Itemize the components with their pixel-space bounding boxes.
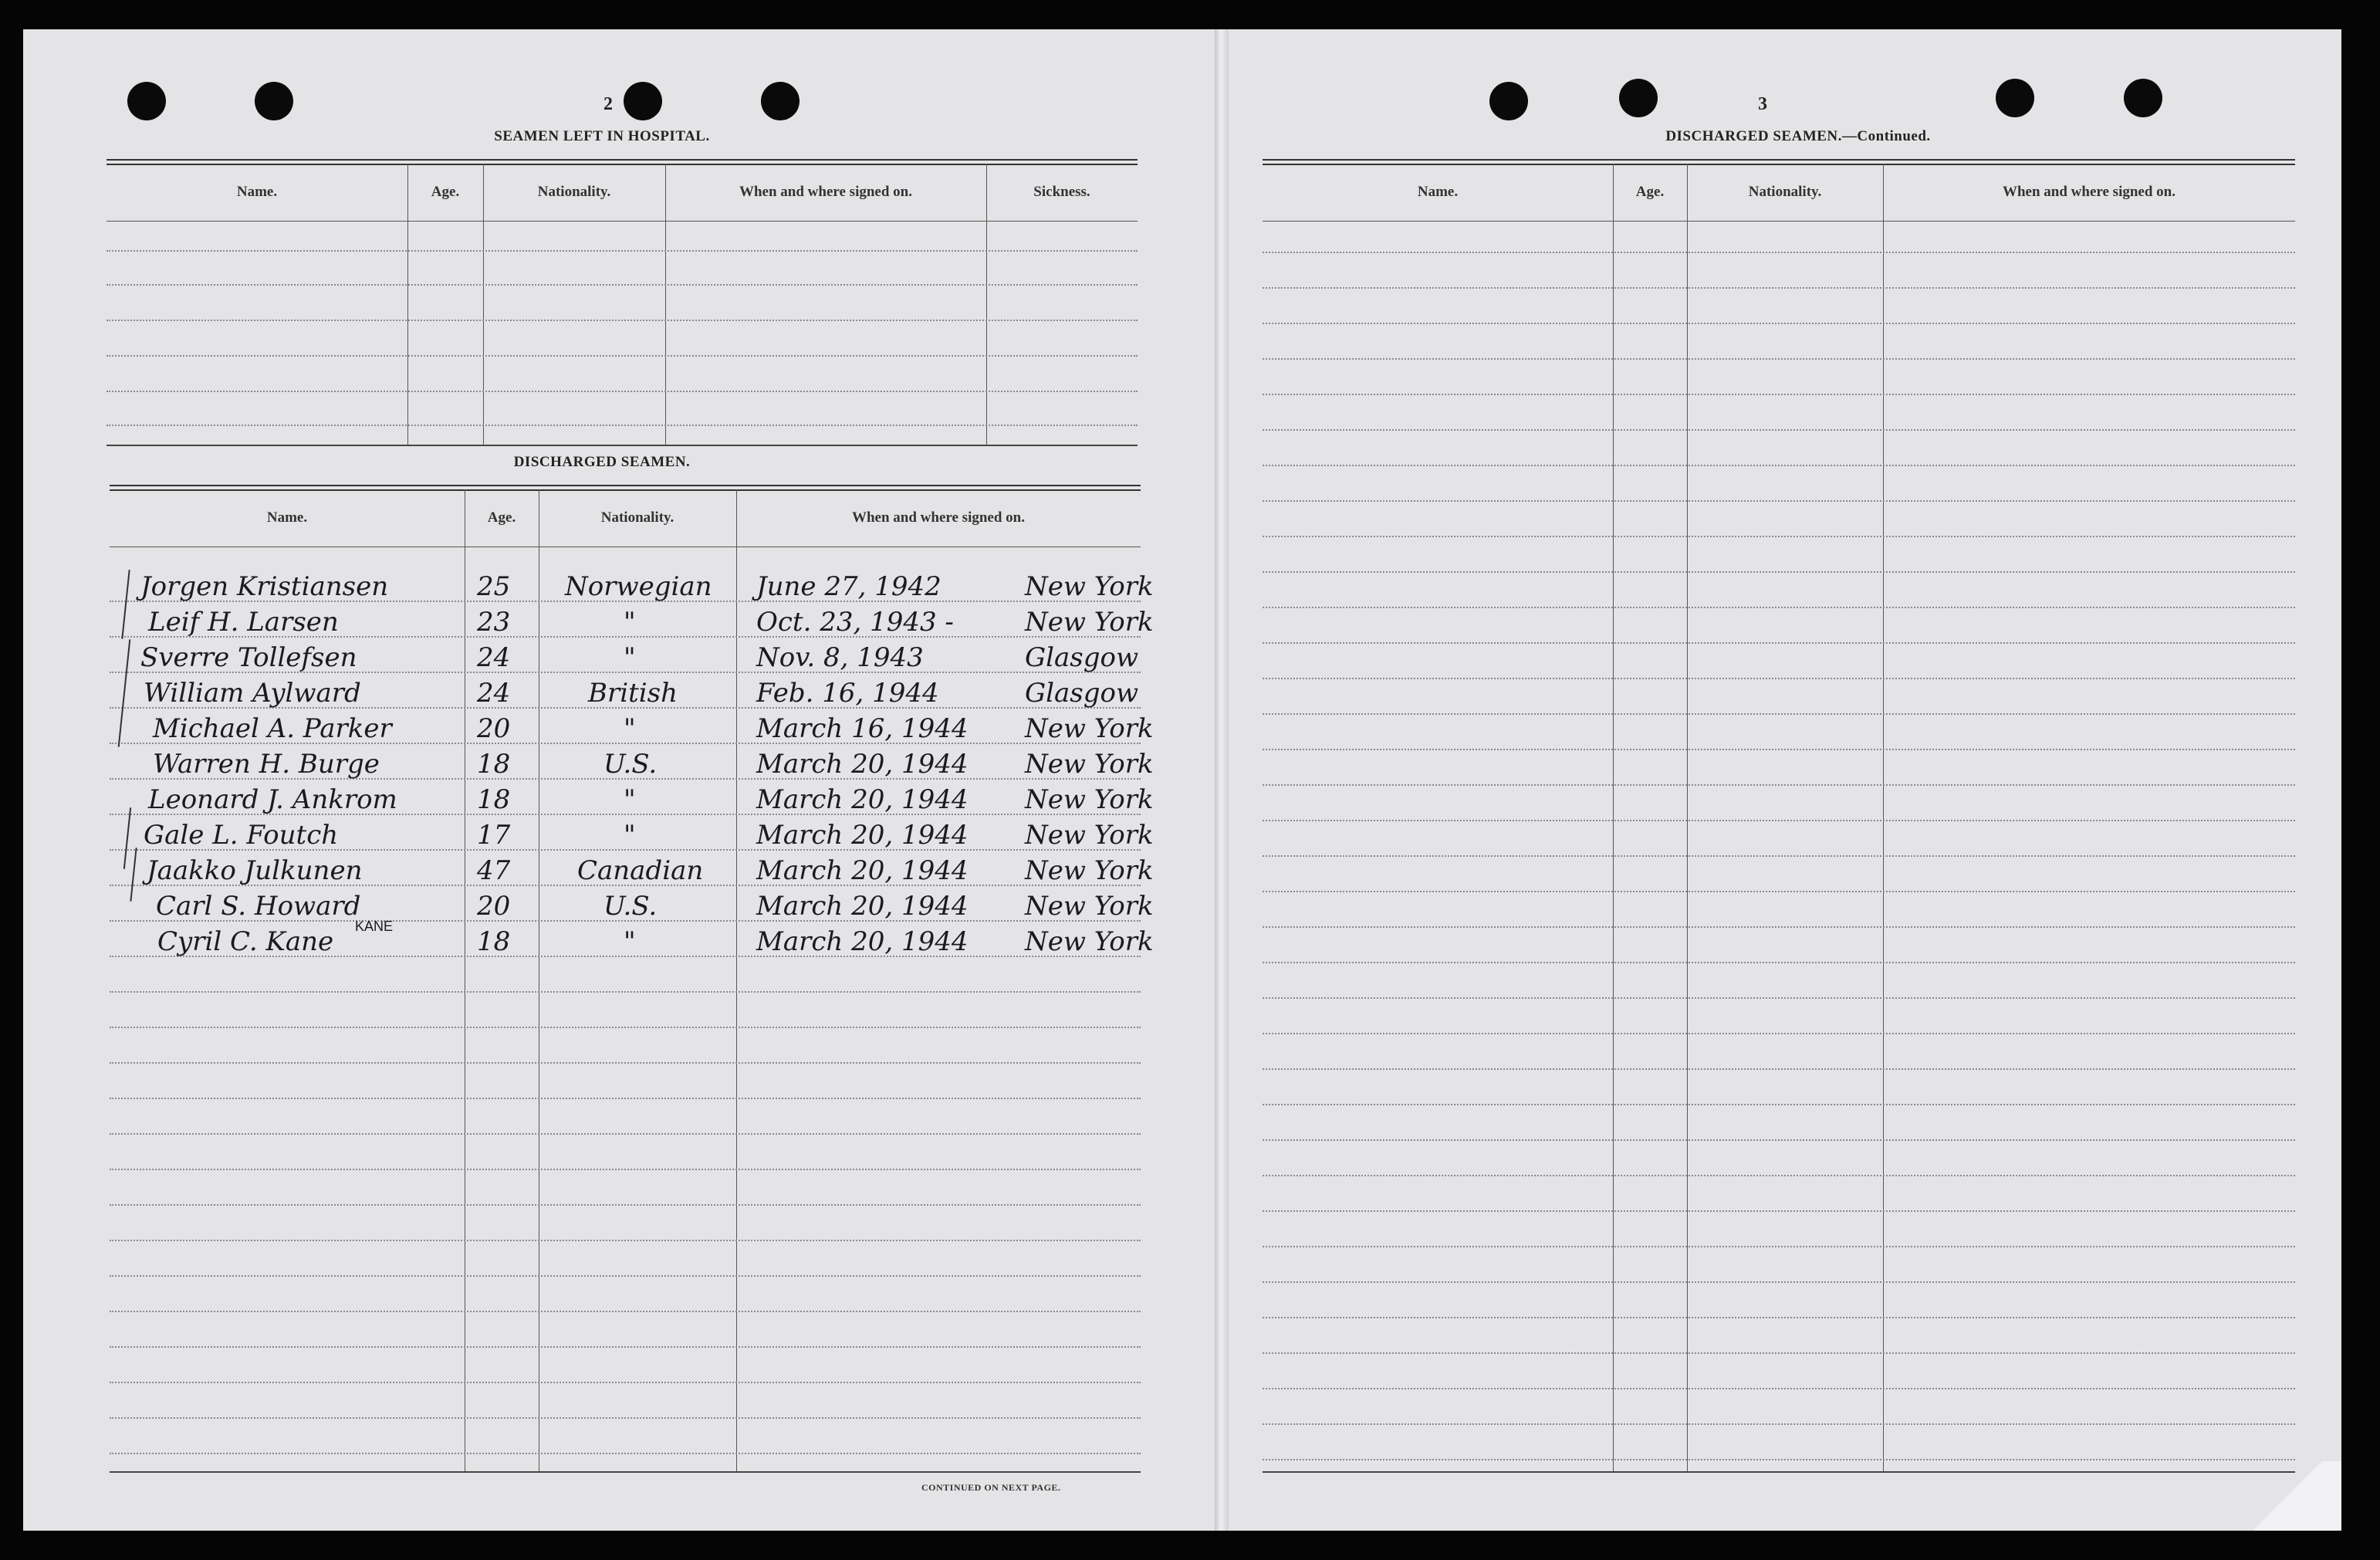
row-line [1263, 1317, 2295, 1318]
signed-on-place: Glasgow [1025, 678, 1139, 709]
signed-on-date: Oct. 23, 1943 - [756, 607, 954, 638]
page-corner-curl [2233, 1461, 2341, 1531]
row-line [106, 250, 1138, 252]
seaman-name: Leif H. Larsen [148, 607, 339, 638]
row-line [106, 355, 1138, 357]
signed-on-place: New York [1025, 784, 1154, 815]
column-divider [986, 164, 987, 445]
column-divider [1687, 164, 1688, 1471]
row-line [110, 1275, 1141, 1277]
table-bottom-rule [106, 445, 1138, 446]
row-line [1263, 500, 2295, 502]
col-header-signed-on: When and where signed on. [851, 509, 1025, 526]
title-main: DISCHARGED SEAMEN. [1665, 128, 1842, 144]
signed-on-date: March 20, 1944 [756, 784, 969, 815]
seaman-age: 18 [477, 926, 511, 957]
col-header-nationality: Nationality. [537, 184, 611, 200]
column-divider [407, 164, 408, 445]
center-fold [1215, 29, 1229, 1531]
seaman-age: 18 [477, 784, 511, 815]
row-line [106, 425, 1138, 426]
seaman-name: Carl S. Howard [156, 891, 361, 922]
row-line [110, 1382, 1141, 1383]
continued-note: CONTINUED ON NEXT PAGE. [921, 1482, 1061, 1493]
signed-on-place: Glasgow [1025, 642, 1139, 673]
col-header-age: Age. [431, 184, 460, 200]
row-line [1263, 1068, 2295, 1070]
col-header-name: Name. [266, 509, 308, 526]
col-header-name: Name. [1417, 184, 1459, 200]
seaman-nationality: " [624, 642, 636, 673]
seaman-name: Sverre Tollefsen [140, 642, 357, 673]
punch-hole [1996, 79, 2034, 117]
col-header-signed-on: When and where signed on. [2002, 184, 2175, 200]
row-line [1263, 891, 2295, 892]
signed-on-date: March 20, 1944 [756, 926, 969, 957]
seaman-nationality: " [624, 607, 636, 638]
row-line [1263, 1246, 2295, 1247]
signed-on-place: New York [1025, 713, 1154, 744]
check-mark [130, 848, 137, 902]
ledger-sheet [23, 29, 2341, 1531]
column-divider [665, 164, 666, 445]
row-line [1263, 1352, 2295, 1354]
row-line [1263, 1388, 2295, 1389]
row-line [1263, 1033, 2295, 1034]
row-line [110, 1346, 1141, 1348]
col-header-age: Age. [487, 509, 516, 526]
seaman-nationality: " [624, 926, 636, 957]
column-divider [483, 164, 484, 445]
row-line [1263, 358, 2295, 360]
table-header-row [106, 164, 1138, 222]
row-line [1263, 536, 2295, 537]
signed-on-date: Feb. 16, 1944 [756, 678, 939, 709]
row-line [106, 320, 1138, 321]
row-line [110, 1453, 1141, 1454]
row-line [1263, 252, 2295, 253]
row-line [1263, 1210, 2295, 1212]
col-header-sickness: Sickness. [1033, 184, 1090, 200]
seaman-name: Michael A. Parker [153, 713, 392, 744]
row-line [1263, 323, 2295, 324]
seaman-age: 24 [477, 678, 511, 709]
col-header-nationality: Nationality. [600, 509, 674, 526]
seaman-nationality: " [624, 820, 636, 851]
row-line [110, 1027, 1141, 1028]
row-line [106, 284, 1138, 286]
col-header-signed-on: When and where signed on. [739, 184, 912, 200]
seaman-age: 25 [477, 571, 511, 602]
row-line [110, 1169, 1141, 1170]
row-line [110, 1062, 1141, 1064]
row-line [1263, 394, 2295, 395]
row-line [1263, 571, 2295, 573]
seaman-age: 24 [477, 642, 511, 673]
row-line [110, 1133, 1141, 1135]
row-line [110, 1417, 1141, 1419]
punch-hole [255, 82, 293, 120]
hospital-section-title: SEAMEN LEFT IN HOSPITAL. [494, 128, 710, 144]
discharged-table [110, 485, 1154, 1480]
signed-on-date: March 20, 1944 [756, 820, 969, 851]
table-bottom-rule [1263, 1471, 2295, 1473]
signed-on-place: New York [1025, 855, 1154, 886]
seaman-name: Jorgen Kristiansen [140, 571, 389, 602]
seaman-name: William Aylward [144, 678, 361, 709]
seaman-age: 18 [477, 749, 511, 780]
row-line [110, 991, 1141, 993]
seaman-age: 20 [477, 891, 511, 922]
seaman-nationality: " [624, 713, 636, 744]
table-bottom-rule [110, 1471, 1141, 1473]
seaman-name: Gale L. Foutch [144, 820, 339, 851]
seaman-name: Leonard J. Ankrom [148, 784, 397, 815]
signed-on-place: New York [1025, 891, 1154, 922]
punch-hole [624, 82, 662, 120]
signed-on-date: March 20, 1944 [756, 855, 969, 886]
punch-hole [1489, 82, 1528, 120]
title-continued: —Continued. [1841, 128, 1931, 144]
signed-on-place: New York [1025, 820, 1154, 851]
column-divider [1613, 164, 1614, 1471]
punch-hole [761, 82, 800, 120]
column-divider [1883, 164, 1884, 1471]
seaman-name: Cyril C. Kane [157, 926, 334, 957]
row-line [1263, 855, 2295, 857]
seaman-nationality: Canadian [577, 855, 704, 886]
name-annotation: KANE [355, 919, 394, 934]
seaman-name: Warren H. Burge [153, 749, 380, 780]
punch-hole [127, 82, 166, 120]
row-line [1263, 287, 2295, 289]
row-line [106, 391, 1138, 392]
seaman-nationality: U.S. [603, 749, 658, 780]
row-line [110, 1098, 1141, 1099]
row-line [1263, 1281, 2295, 1283]
table-header-row [1263, 164, 2295, 222]
punch-hole [2124, 79, 2162, 117]
row-line [110, 1204, 1141, 1206]
row-line [1263, 678, 2295, 679]
signed-on-date: March 20, 1944 [756, 749, 969, 780]
row-line [110, 1311, 1141, 1312]
seaman-age: 23 [477, 607, 511, 638]
seaman-nationality: Norwegian [565, 571, 712, 602]
seaman-age: 17 [477, 820, 511, 851]
col-header-nationality: Nationality. [1748, 184, 1822, 200]
signed-on-place: New York [1025, 571, 1154, 602]
row-line [1263, 926, 2295, 928]
hospital-table [106, 159, 1138, 449]
row-line [1263, 642, 2295, 644]
page-number-right: 3 [1758, 94, 1767, 114]
signed-on-date: June 27, 1942 [756, 571, 942, 602]
check-mark [118, 639, 131, 746]
row-line [1263, 1459, 2295, 1460]
table-header-row [110, 489, 1141, 547]
check-mark [123, 807, 131, 869]
row-line [1263, 784, 2295, 786]
signed-on-place: New York [1025, 926, 1154, 957]
signed-on-date: March 16, 1944 [756, 713, 969, 744]
seaman-age: 20 [477, 713, 511, 744]
row-line [1263, 997, 2295, 999]
discharged-continued-title [1559, 128, 2037, 145]
row-line [1263, 962, 2295, 963]
signed-on-date: Nov. 8, 1943 [756, 642, 924, 673]
row-line [1263, 1423, 2295, 1425]
col-header-age: Age. [1635, 184, 1665, 200]
punch-hole [1619, 79, 1658, 117]
row-line [1263, 1104, 2295, 1105]
discharged-continued-table [1263, 159, 2295, 1479]
seaman-name: Jaakko Julkunen [147, 855, 363, 886]
row-line [1263, 749, 2295, 750]
row-line [1263, 465, 2295, 466]
signed-on-place: New York [1025, 749, 1154, 780]
row-line [1263, 713, 2295, 715]
seaman-nationality: U.S. [603, 891, 658, 922]
seaman-nationality: " [624, 784, 636, 815]
page-number-left: 2 [603, 94, 613, 114]
signed-on-date: March 20, 1944 [756, 891, 969, 922]
row-line [1263, 1139, 2295, 1141]
check-mark [121, 570, 130, 639]
row-line [1263, 429, 2295, 431]
signed-on-place: New York [1025, 607, 1154, 638]
seaman-age: 47 [477, 855, 511, 886]
col-header-name: Name. [236, 184, 278, 200]
seaman-nationality: British [588, 678, 678, 709]
row-line [1263, 820, 2295, 821]
discharged-section-title: DISCHARGED SEAMEN. [513, 454, 691, 470]
row-line [1263, 607, 2295, 608]
row-line [1263, 1175, 2295, 1176]
row-line [110, 1240, 1141, 1241]
